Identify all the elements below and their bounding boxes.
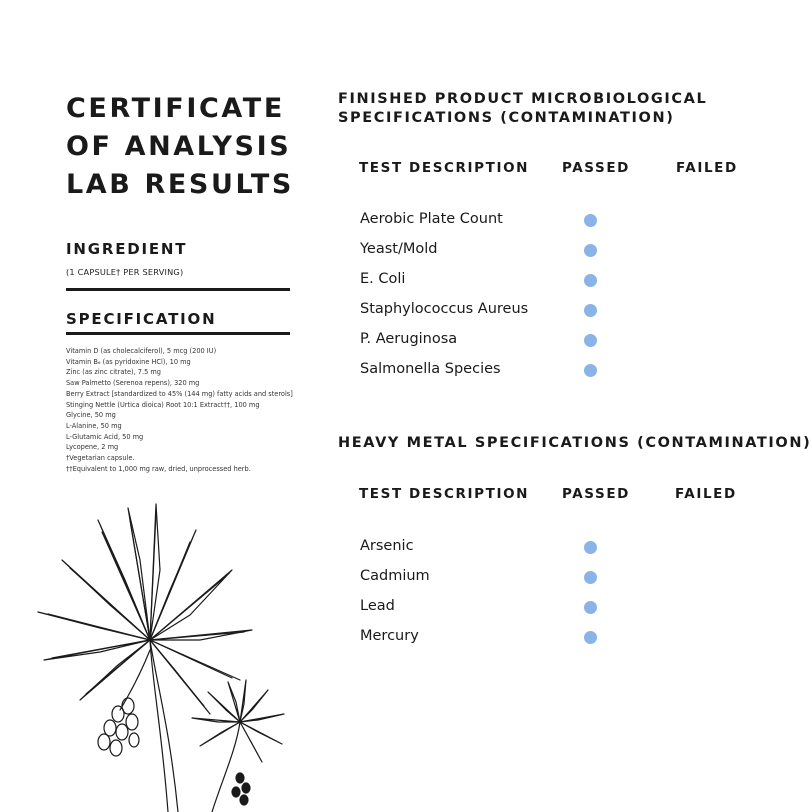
- title-line-1: CERTIFICATE: [66, 93, 285, 124]
- divider: [66, 288, 290, 291]
- list-item: †Vegetarian capsule.: [66, 454, 135, 463]
- page-title: [66, 90, 294, 204]
- list-item: L-Alanine, 50 mg: [66, 421, 122, 430]
- micro-col-failed: FAILED: [676, 160, 738, 176]
- list-item: Vitamin B₆ (as pyridoxine HCl), 10 mg: [66, 357, 191, 366]
- passed-indicator-icon: [584, 214, 597, 227]
- passed-indicator-icon: [584, 334, 597, 347]
- micro-title-line-2: SPECIFICATIONS (CONTAMINATION): [338, 110, 675, 126]
- title-line-3: LAB RESULTS: [66, 169, 294, 200]
- saw-palmetto-illustration-icon: [0, 500, 300, 812]
- metal-col-passed: PASSED: [562, 486, 630, 502]
- table-row-label: Cadmium: [360, 568, 430, 584]
- list-item: Saw Palmetto (Serenoa repens), 320 mg: [66, 379, 200, 388]
- table-row-label: Lead: [360, 598, 395, 614]
- table-row-label: Salmonella Species: [360, 361, 501, 377]
- metal-section-title: HEAVY METAL SPECIFICATIONS (CONTAMINATION): [338, 435, 812, 451]
- list-item: Zinc (as zinc citrate), 7.5 mg: [66, 368, 161, 377]
- left-panel: [66, 90, 294, 473]
- title-line-2: OF ANALYSIS: [66, 131, 292, 162]
- table-row-label: Aerobic Plate Count: [360, 211, 503, 227]
- ingredient-serving-note: (1 CAPSULE† PER SERVING): [66, 267, 184, 277]
- passed-indicator-icon: [584, 304, 597, 317]
- specification-heading: SPECIFICATION: [66, 310, 217, 328]
- micro-col-passed: PASSED: [562, 160, 630, 176]
- passed-indicator-icon: [584, 571, 597, 584]
- divider: [66, 332, 290, 335]
- passed-indicator-icon: [584, 631, 597, 644]
- table-row-label: P. Aeruginosa: [360, 331, 458, 347]
- metal-col-failed: FAILED: [675, 486, 737, 502]
- list-item: Lycopene, 2 mg: [66, 443, 119, 452]
- passed-indicator-icon: [584, 274, 597, 287]
- specification-list: [66, 346, 293, 474]
- list-item: Berry Extract [standardized to 45% (144 mg) fatty acids and sterols]: [66, 389, 293, 398]
- passed-indicator-icon: [584, 541, 597, 554]
- table-row-label: Yeast/Mold: [360, 241, 438, 257]
- micro-col-test-description: TEST DESCRIPTION: [359, 160, 530, 176]
- list-item: Stinging Nettle (Urtica dioica) Root 10:1 Extract††, 100 mg: [66, 400, 260, 409]
- metal-col-test-description: TEST DESCRIPTION: [359, 486, 530, 502]
- table-row-label: Mercury: [360, 628, 419, 644]
- passed-indicator-icon: [584, 244, 597, 257]
- list-item: ††Equivalent to 1,000 mg raw, dried, unprocessed herb.: [66, 464, 251, 473]
- list-item: Vitamin D (as cholecalciferol), 5 mcg (200 IU): [66, 347, 217, 355]
- passed-indicator-icon: [584, 364, 597, 377]
- list-item: Glycine, 50 mg: [66, 411, 116, 420]
- list-item: L-Glutamic Acid, 50 mg: [66, 432, 144, 441]
- micro-title-line-1: FINISHED PRODUCT MICROBIOLOGICAL: [338, 91, 708, 107]
- right-panel: [338, 90, 812, 644]
- table-row-label: Arsenic: [360, 538, 414, 554]
- ingredient-heading: INGREDIENT: [66, 240, 188, 258]
- table-row-label: Staphylococcus Aureus: [360, 301, 529, 317]
- micro-section-title: [338, 90, 798, 128]
- passed-indicator-icon: [584, 601, 597, 614]
- table-row-label: E. Coli: [360, 271, 406, 287]
